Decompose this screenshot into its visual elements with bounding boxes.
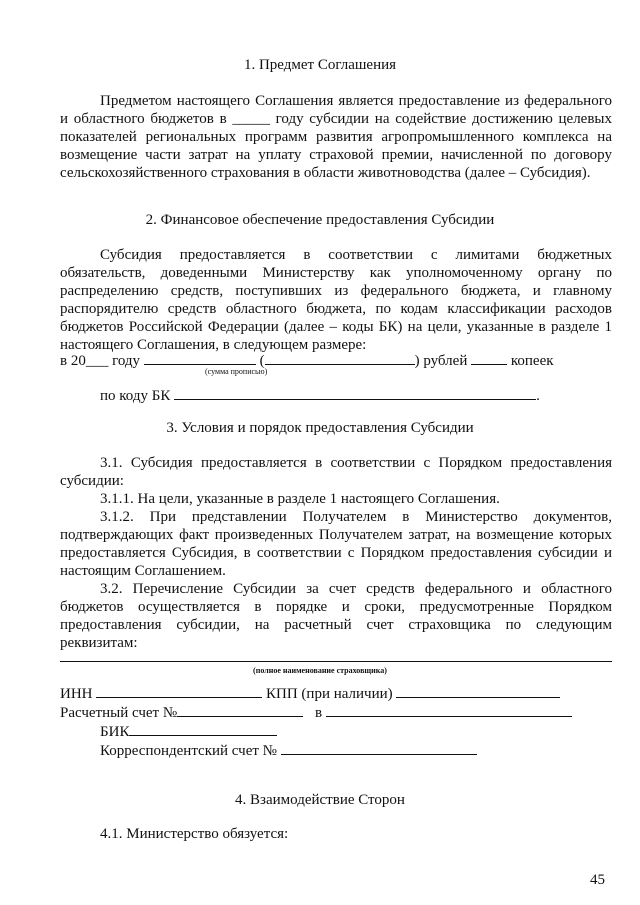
- amount-rub-label: рублей: [423, 353, 468, 369]
- bik-line: [100, 721, 612, 739]
- amount-kop-field[interactable]: [471, 350, 507, 365]
- bik-label: БИК: [100, 724, 130, 740]
- section-3-p2: 3.1.1. На цели, указанные в разделе 1 настоящего Соглашения.: [100, 491, 500, 507]
- corr-account-field[interactable]: [281, 740, 477, 755]
- bik-field[interactable]: [129, 721, 277, 736]
- account-label: Расчетный счет №: [60, 705, 178, 721]
- kpp-label: КПП (при наличии): [266, 686, 393, 702]
- section-2-heading: 2. Финансовое обеспечение предоставления Субсидии: [145, 212, 495, 228]
- corr-account-line: [100, 740, 612, 758]
- amount-kop-label: копеек: [510, 353, 554, 369]
- corr-account-label: Корреспондентский счет №: [100, 743, 277, 759]
- amount-caption: (сумма прописью): [205, 367, 268, 376]
- bank-prefix: в: [314, 705, 323, 721]
- insurer-name-field[interactable]: [60, 661, 612, 662]
- bank-field[interactable]: [326, 702, 572, 717]
- amount-words-field[interactable]: [265, 350, 415, 365]
- kpp-field[interactable]: [396, 683, 560, 698]
- section-3-p3: 3.1.2. При представлении Получателем в Министерство документов, подтверждающих факт произведенных Получателем затрат, на возмещение которых предоставляется Субсидия, в соответствии с Порядком предоставления субсидии и настоящим Соглашением.: [60, 509, 612, 579]
- amount-year: в 20___ году: [60, 353, 141, 369]
- section-3-heading: 3. Условия и порядок предоставления Субсидии: [166, 420, 474, 436]
- account-field[interactable]: [177, 702, 303, 717]
- inn-field[interactable]: [96, 683, 262, 698]
- bk-code-field[interactable]: [174, 385, 536, 400]
- bk-code-line: [100, 385, 612, 403]
- section-1-paragraph: Предметом настоящего Соглашения является предоставление из федерального и областного бюджетов в _____ году субсидии на содействие достижению целевых показателей региональных программ развития агропромышленного комплекса на возмещение части затрат на уплату страховой премии, начисленной по договору сельскохозяйственного страхования в области животноводства (далее – Субсидия).: [60, 93, 612, 181]
- insurer-caption: (полное наименование страховщика): [253, 666, 387, 675]
- section-2-paragraph: Субсидия предоставляется в соответствии с лимитами бюджетных обязательств, доведенными Министерству как уполномоченному органу по распределению средств, поступивших из федерального бюджета, и главному распорядителю средств областного бюджета, по кодам классификации расходов бюджетов Российской Федерации (далее – коды БК) на цели, указанные в разделе 1 настоящего Соглашения, в следующем размере:: [60, 247, 612, 353]
- section-3-p1: 3.1. Субсидия предоставляется в соответствии с Порядком предоставления субсидии:: [60, 455, 612, 489]
- bk-code-end: .: [536, 388, 540, 404]
- section-4-p1: 4.1. Министерство обязуется:: [100, 826, 289, 842]
- bk-code-label: по коду БК: [100, 388, 171, 404]
- inn-kpp-line: [60, 683, 612, 701]
- amount-line: в 20___ году ( ) рублей копеек: [60, 350, 612, 368]
- section-1-heading: 1. Предмет Соглашения: [243, 57, 397, 73]
- page-number: 45: [590, 872, 605, 888]
- amount-number-field[interactable]: [144, 350, 256, 365]
- section-4-heading: 4. Взаимодействие Сторон: [235, 792, 405, 808]
- section-3-p4: 3.2. Перечисление Субсидии за счет средств федерального и областного бюджетов осуществляется в порядке и сроки, предусмотренные Порядком предоставления субсидии, на расчетный счет страховщика по следующим реквизитам:: [60, 581, 612, 651]
- account-line: [60, 702, 612, 720]
- inn-label: ИНН: [60, 686, 93, 702]
